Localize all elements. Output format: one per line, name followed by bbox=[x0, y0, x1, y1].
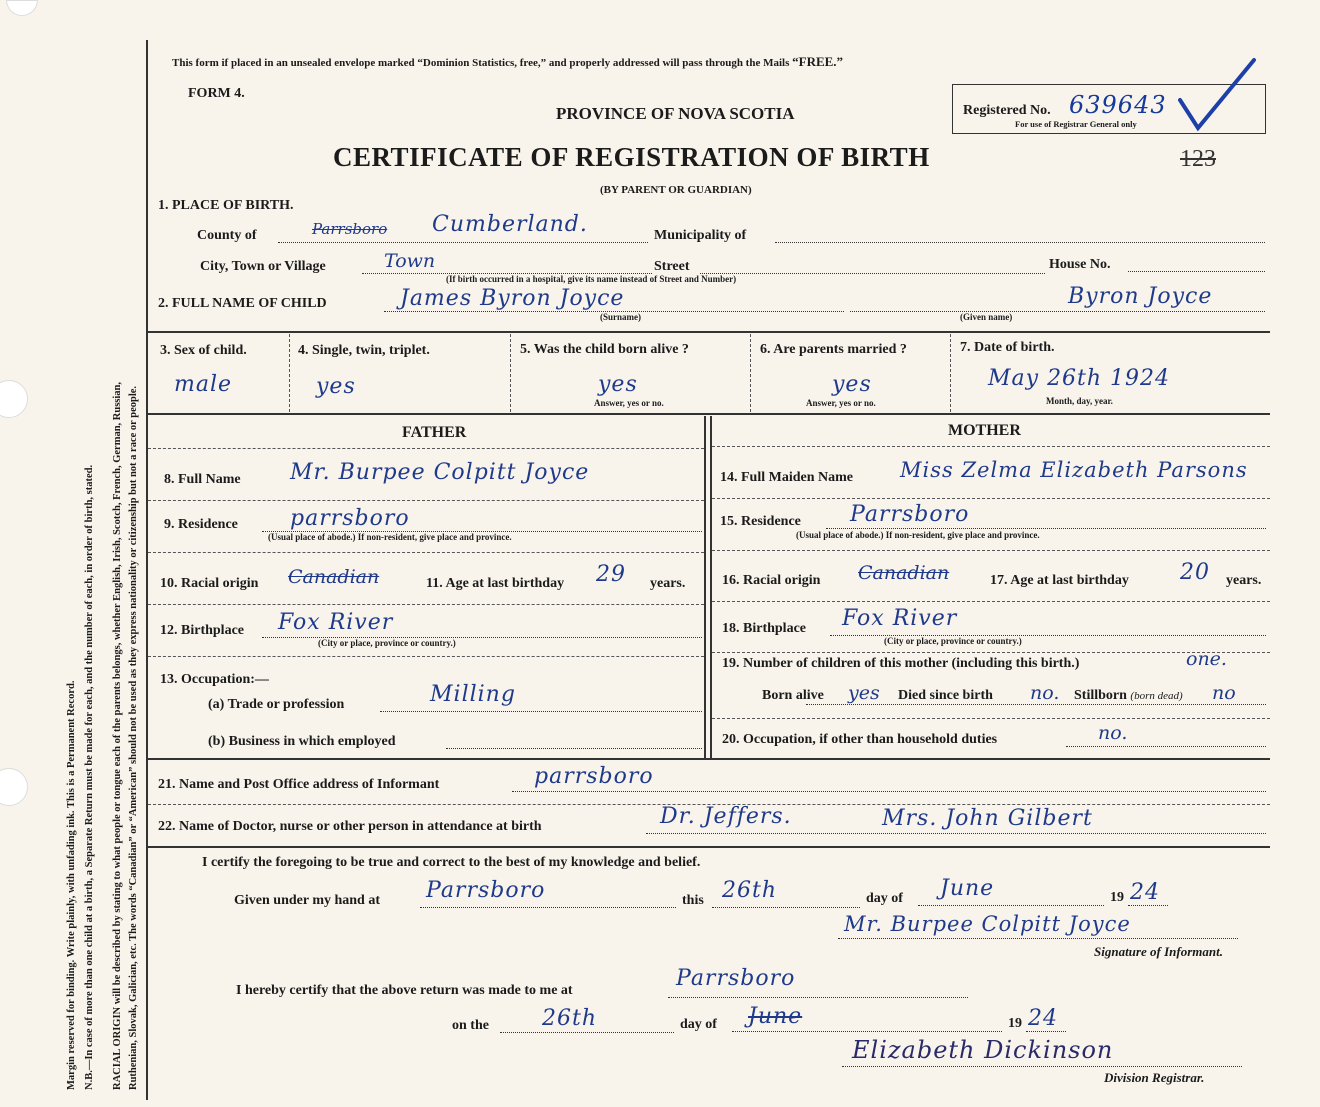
mother-birthplace-label: 18. Birthplace bbox=[722, 621, 806, 636]
given-caption: (Given name) bbox=[960, 312, 1013, 322]
place-of-birth-label: 1. PLACE OF BIRTH. bbox=[158, 198, 294, 213]
on-the-value[interactable]: 26th bbox=[542, 1006, 598, 1031]
mother-line-5 bbox=[712, 718, 1270, 719]
signature-line bbox=[838, 938, 1238, 939]
dob-caption: Month, day, year. bbox=[1046, 396, 1113, 406]
province-title: PROVINCE OF NOVA SCOTIA bbox=[556, 104, 795, 123]
row-top-line bbox=[148, 331, 1270, 333]
mother-line-1 bbox=[712, 498, 1270, 499]
father-years-label: years. bbox=[650, 576, 686, 591]
certificate-title: CERTIFICATE OF REGISTRATION OF BIRTH bbox=[333, 142, 930, 172]
margin-note-3: RACIAL ORIGIN will be described by stating to what people or tongue each of the parents belongs, whether English, Irish, Scotch, French, German, Russian, bbox=[112, 381, 123, 1090]
registrar-signature-line bbox=[842, 1066, 1242, 1067]
doctor-bottom-line bbox=[148, 846, 1270, 848]
year-line bbox=[1128, 905, 1168, 906]
married-label: 6. Are parents married ? bbox=[760, 342, 907, 357]
year-value[interactable]: 24 bbox=[1130, 880, 1160, 905]
mother-age-value[interactable]: 20 bbox=[1180, 560, 1210, 585]
margin-note-1: Margin reserved for binding. Write plainly, with unfading ink. This is a Permanent Record. bbox=[66, 680, 77, 1090]
father-residence-label: 9. Residence bbox=[164, 517, 238, 532]
doctor-value[interactable]: Dr. Jeffers. bbox=[660, 804, 792, 829]
trade-label: (a) Trade or profession bbox=[208, 697, 345, 712]
mother-age-label: 17. Age at last birthday bbox=[990, 573, 1129, 588]
street-line bbox=[700, 273, 1045, 274]
single-label: 4. Single, twin, triplet. bbox=[298, 343, 430, 358]
mother-racial-label: 16. Racial origin bbox=[722, 573, 821, 588]
punch-hole-bottom bbox=[0, 768, 28, 806]
father-age-label: 11. Age at last birthday bbox=[426, 576, 565, 591]
alive-value[interactable]: yes bbox=[598, 372, 638, 397]
month2-value[interactable]: June bbox=[748, 1004, 803, 1029]
row-divider-4 bbox=[950, 334, 951, 412]
mother-name-label: 14. Full Maiden Name bbox=[720, 470, 853, 485]
informant-label: 21. Name and Post Office address of Informant bbox=[158, 777, 440, 792]
day-of-label: day of bbox=[866, 891, 903, 906]
return-label: I hereby certify that the above return was made to me at bbox=[236, 983, 573, 998]
died-value[interactable]: no. bbox=[1030, 682, 1060, 704]
sex-label: 3. Sex of child. bbox=[160, 343, 247, 358]
year-prefix: 19 bbox=[1110, 890, 1124, 905]
mother-name-value[interactable]: Miss Zelma Elizabeth Parsons bbox=[900, 458, 1248, 482]
mother-occupation-label: 20. Occupation, if other than household duties bbox=[722, 732, 998, 747]
mother-line-2 bbox=[712, 550, 1270, 551]
free-mail-notice: This form if placed in an unsealed envelope marked “Dominion Statistics, free,” and properly addressed will pass through the Mails “FREE.” bbox=[172, 54, 844, 69]
father-racial-value[interactable]: Canadian bbox=[288, 566, 380, 588]
row-bottom-line bbox=[148, 413, 1270, 415]
father-residence-value[interactable]: parrsboro bbox=[290, 506, 410, 531]
parent-divider-right bbox=[710, 416, 712, 758]
on-the-line bbox=[500, 1032, 674, 1033]
house-label: House No. bbox=[1049, 257, 1111, 272]
mother-racial-value[interactable]: Canadian bbox=[858, 562, 950, 584]
certificate-subtitle: (BY PARENT OR GUARDIAN) bbox=[600, 184, 752, 196]
single-value[interactable]: yes bbox=[316, 374, 356, 399]
binding-margin-line bbox=[146, 40, 148, 1100]
dob-value[interactable]: May 26th 1924 bbox=[988, 366, 1171, 391]
checkmark-icon bbox=[1178, 56, 1258, 136]
married-value[interactable]: yes bbox=[832, 372, 872, 397]
row-divider-2 bbox=[510, 334, 511, 412]
city-value[interactable]: Town bbox=[384, 250, 436, 272]
city-label: City, Town or Village bbox=[200, 259, 326, 274]
registered-label: Registered No. bbox=[963, 103, 1051, 118]
child-name-label: 2. FULL NAME OF CHILD bbox=[158, 296, 327, 311]
month-value[interactable]: June bbox=[940, 876, 995, 901]
born-alive-value[interactable]: yes bbox=[848, 682, 880, 704]
month-line bbox=[918, 905, 1104, 906]
corner-mark: 123 bbox=[1180, 146, 1216, 172]
this-label: this bbox=[682, 893, 704, 908]
nurse-value[interactable]: Mrs. John Gilbert bbox=[882, 806, 1093, 831]
father-line-1 bbox=[148, 500, 704, 501]
form-number: FORM 4. bbox=[188, 86, 245, 101]
sex-value[interactable]: male bbox=[174, 372, 233, 397]
punch-hole-top bbox=[6, 0, 38, 16]
married-caption: Answer, yes or no. bbox=[806, 398, 876, 408]
surname-caption: (Surname) bbox=[600, 312, 641, 322]
house-line bbox=[1128, 271, 1265, 272]
children-count-value[interactable]: one. bbox=[1186, 648, 1227, 670]
year2-value[interactable]: 24 bbox=[1028, 1006, 1058, 1031]
informant-signature-caption: Signature of Informant. bbox=[1094, 944, 1223, 959]
return-place-value[interactable]: Parrsboro bbox=[676, 966, 796, 991]
parent-section-bottom bbox=[148, 758, 1270, 760]
county-struck-value: Parrsboro bbox=[312, 220, 388, 238]
this-line bbox=[712, 907, 860, 908]
return-place-line bbox=[668, 997, 968, 998]
father-line-2 bbox=[148, 552, 704, 553]
mother-heading: MOTHER bbox=[948, 422, 1021, 439]
father-line-3 bbox=[148, 604, 704, 605]
mother-residence-line bbox=[826, 528, 1266, 529]
father-age-value[interactable]: 29 bbox=[596, 562, 626, 587]
born-line bbox=[806, 704, 1266, 705]
doctor-label: 22. Name of Doctor, nurse or other person in attendance at birth bbox=[158, 819, 542, 834]
child-surname-value[interactable]: James Byron Joyce bbox=[400, 286, 625, 311]
street-label: Street bbox=[654, 259, 690, 274]
father-heading: FATHER bbox=[402, 424, 467, 441]
on-the-label: on the bbox=[452, 1018, 489, 1033]
informant-signature: Mr. Burpee Colpitt Joyce bbox=[844, 912, 1131, 936]
registrar-note: For use of Registrar General only bbox=[1015, 119, 1137, 129]
mother-residence-label: 15. Residence bbox=[720, 514, 801, 529]
heading-line-left bbox=[148, 448, 704, 449]
dob-label: 7. Date of birth. bbox=[960, 340, 1055, 355]
county-line bbox=[278, 242, 648, 243]
row-divider-3 bbox=[750, 334, 751, 412]
mother-residence-caption: (Usual place of abode.) If non-resident, give place and province. bbox=[796, 530, 1040, 540]
father-birthplace-label: 12. Birthplace bbox=[160, 623, 244, 638]
municipality-label: Municipality of bbox=[654, 228, 747, 243]
parent-divider-left bbox=[704, 416, 706, 758]
informant-value[interactable]: parrsboro bbox=[534, 764, 654, 789]
children-count-label: 19. Number of children of this mother (including this birth.) bbox=[722, 656, 1080, 671]
year2-line bbox=[1026, 1031, 1066, 1032]
county-label: County of bbox=[197, 228, 257, 243]
alive-label: 5. Was the child born alive ? bbox=[520, 342, 689, 357]
given-label: Given under my hand at bbox=[234, 893, 380, 908]
registered-number: 639643 bbox=[1069, 91, 1167, 119]
this-value[interactable]: 26th bbox=[722, 878, 778, 903]
father-line-4 bbox=[148, 656, 704, 657]
trade-line bbox=[380, 711, 702, 712]
trade-value[interactable]: Milling bbox=[430, 682, 516, 707]
month2-line bbox=[732, 1031, 1002, 1032]
child-given-value[interactable]: Byron Joyce bbox=[1068, 284, 1213, 309]
day-of-label-2: day of bbox=[680, 1017, 717, 1032]
registrar-signature: Elizabeth Dickinson bbox=[852, 1036, 1114, 1064]
doctor-line bbox=[646, 833, 1266, 834]
alive-caption: Answer, yes or no. bbox=[594, 398, 664, 408]
business-label: (b) Business in which employed bbox=[208, 734, 396, 749]
father-birthplace-value[interactable]: Fox River bbox=[278, 610, 394, 635]
county-value[interactable]: Cumberland. bbox=[432, 212, 588, 237]
margin-note-4: Ruthenian, Slovak, Galician, etc. The words “Canadian” or “American” should not be used as they express nationality or citizenship but not a race or people. bbox=[128, 385, 139, 1090]
certify-statement: I certify the foregoing to be true and correct to the best of my knowledge and belief. bbox=[202, 855, 701, 870]
informant-line bbox=[512, 791, 1266, 792]
mother-birthplace-value[interactable]: Fox River bbox=[842, 606, 958, 631]
child-given-line bbox=[850, 311, 1265, 312]
row-divider-1 bbox=[289, 334, 290, 412]
father-racial-label: 10. Racial origin bbox=[160, 576, 259, 591]
father-name-value[interactable]: Mr. Burpee Colpitt Joyce bbox=[290, 460, 590, 485]
given-place-line bbox=[420, 907, 676, 908]
stillborn-group: Stillborn (born dead) bbox=[1074, 688, 1183, 703]
father-residence-caption: (Usual place of abode.) If non-resident, give place and province. bbox=[268, 532, 512, 542]
born-alive-label: Born alive bbox=[762, 688, 824, 703]
father-birthplace-caption: (City or place, province or country.) bbox=[318, 638, 456, 648]
father-occupation-label: 13. Occupation:— bbox=[160, 672, 269, 687]
year2-prefix: 19 bbox=[1008, 1016, 1022, 1031]
registrar-caption: Division Registrar. bbox=[1104, 1070, 1205, 1085]
mother-years-label: years. bbox=[1226, 573, 1262, 588]
died-label: Died since birth bbox=[898, 688, 993, 703]
mother-line-3 bbox=[712, 601, 1270, 602]
margin-note-2: N.B.—In case of more than one child at a birth, a Separate Return must be made for each, and the number of each, in order of birth, stated. bbox=[84, 464, 95, 1090]
father-name-label: 8. Full Name bbox=[164, 472, 241, 487]
punch-hole-middle bbox=[0, 380, 28, 418]
mother-occupation-line bbox=[1066, 746, 1266, 747]
given-place-value[interactable]: Parrsboro bbox=[426, 878, 546, 903]
business-line bbox=[446, 748, 702, 749]
hospital-note: (If birth occurred in a hospital, give its name instead of Street and Number) bbox=[446, 274, 737, 284]
heading-line-right bbox=[712, 446, 1270, 447]
municipality-line bbox=[775, 242, 1265, 243]
stillborn-value[interactable]: no bbox=[1212, 682, 1236, 704]
mother-residence-value[interactable]: Parrsboro bbox=[850, 502, 970, 527]
mother-occupation-value[interactable]: no. bbox=[1098, 722, 1128, 744]
mother-birthplace-caption: (City or place, province or country.) bbox=[884, 636, 1022, 646]
